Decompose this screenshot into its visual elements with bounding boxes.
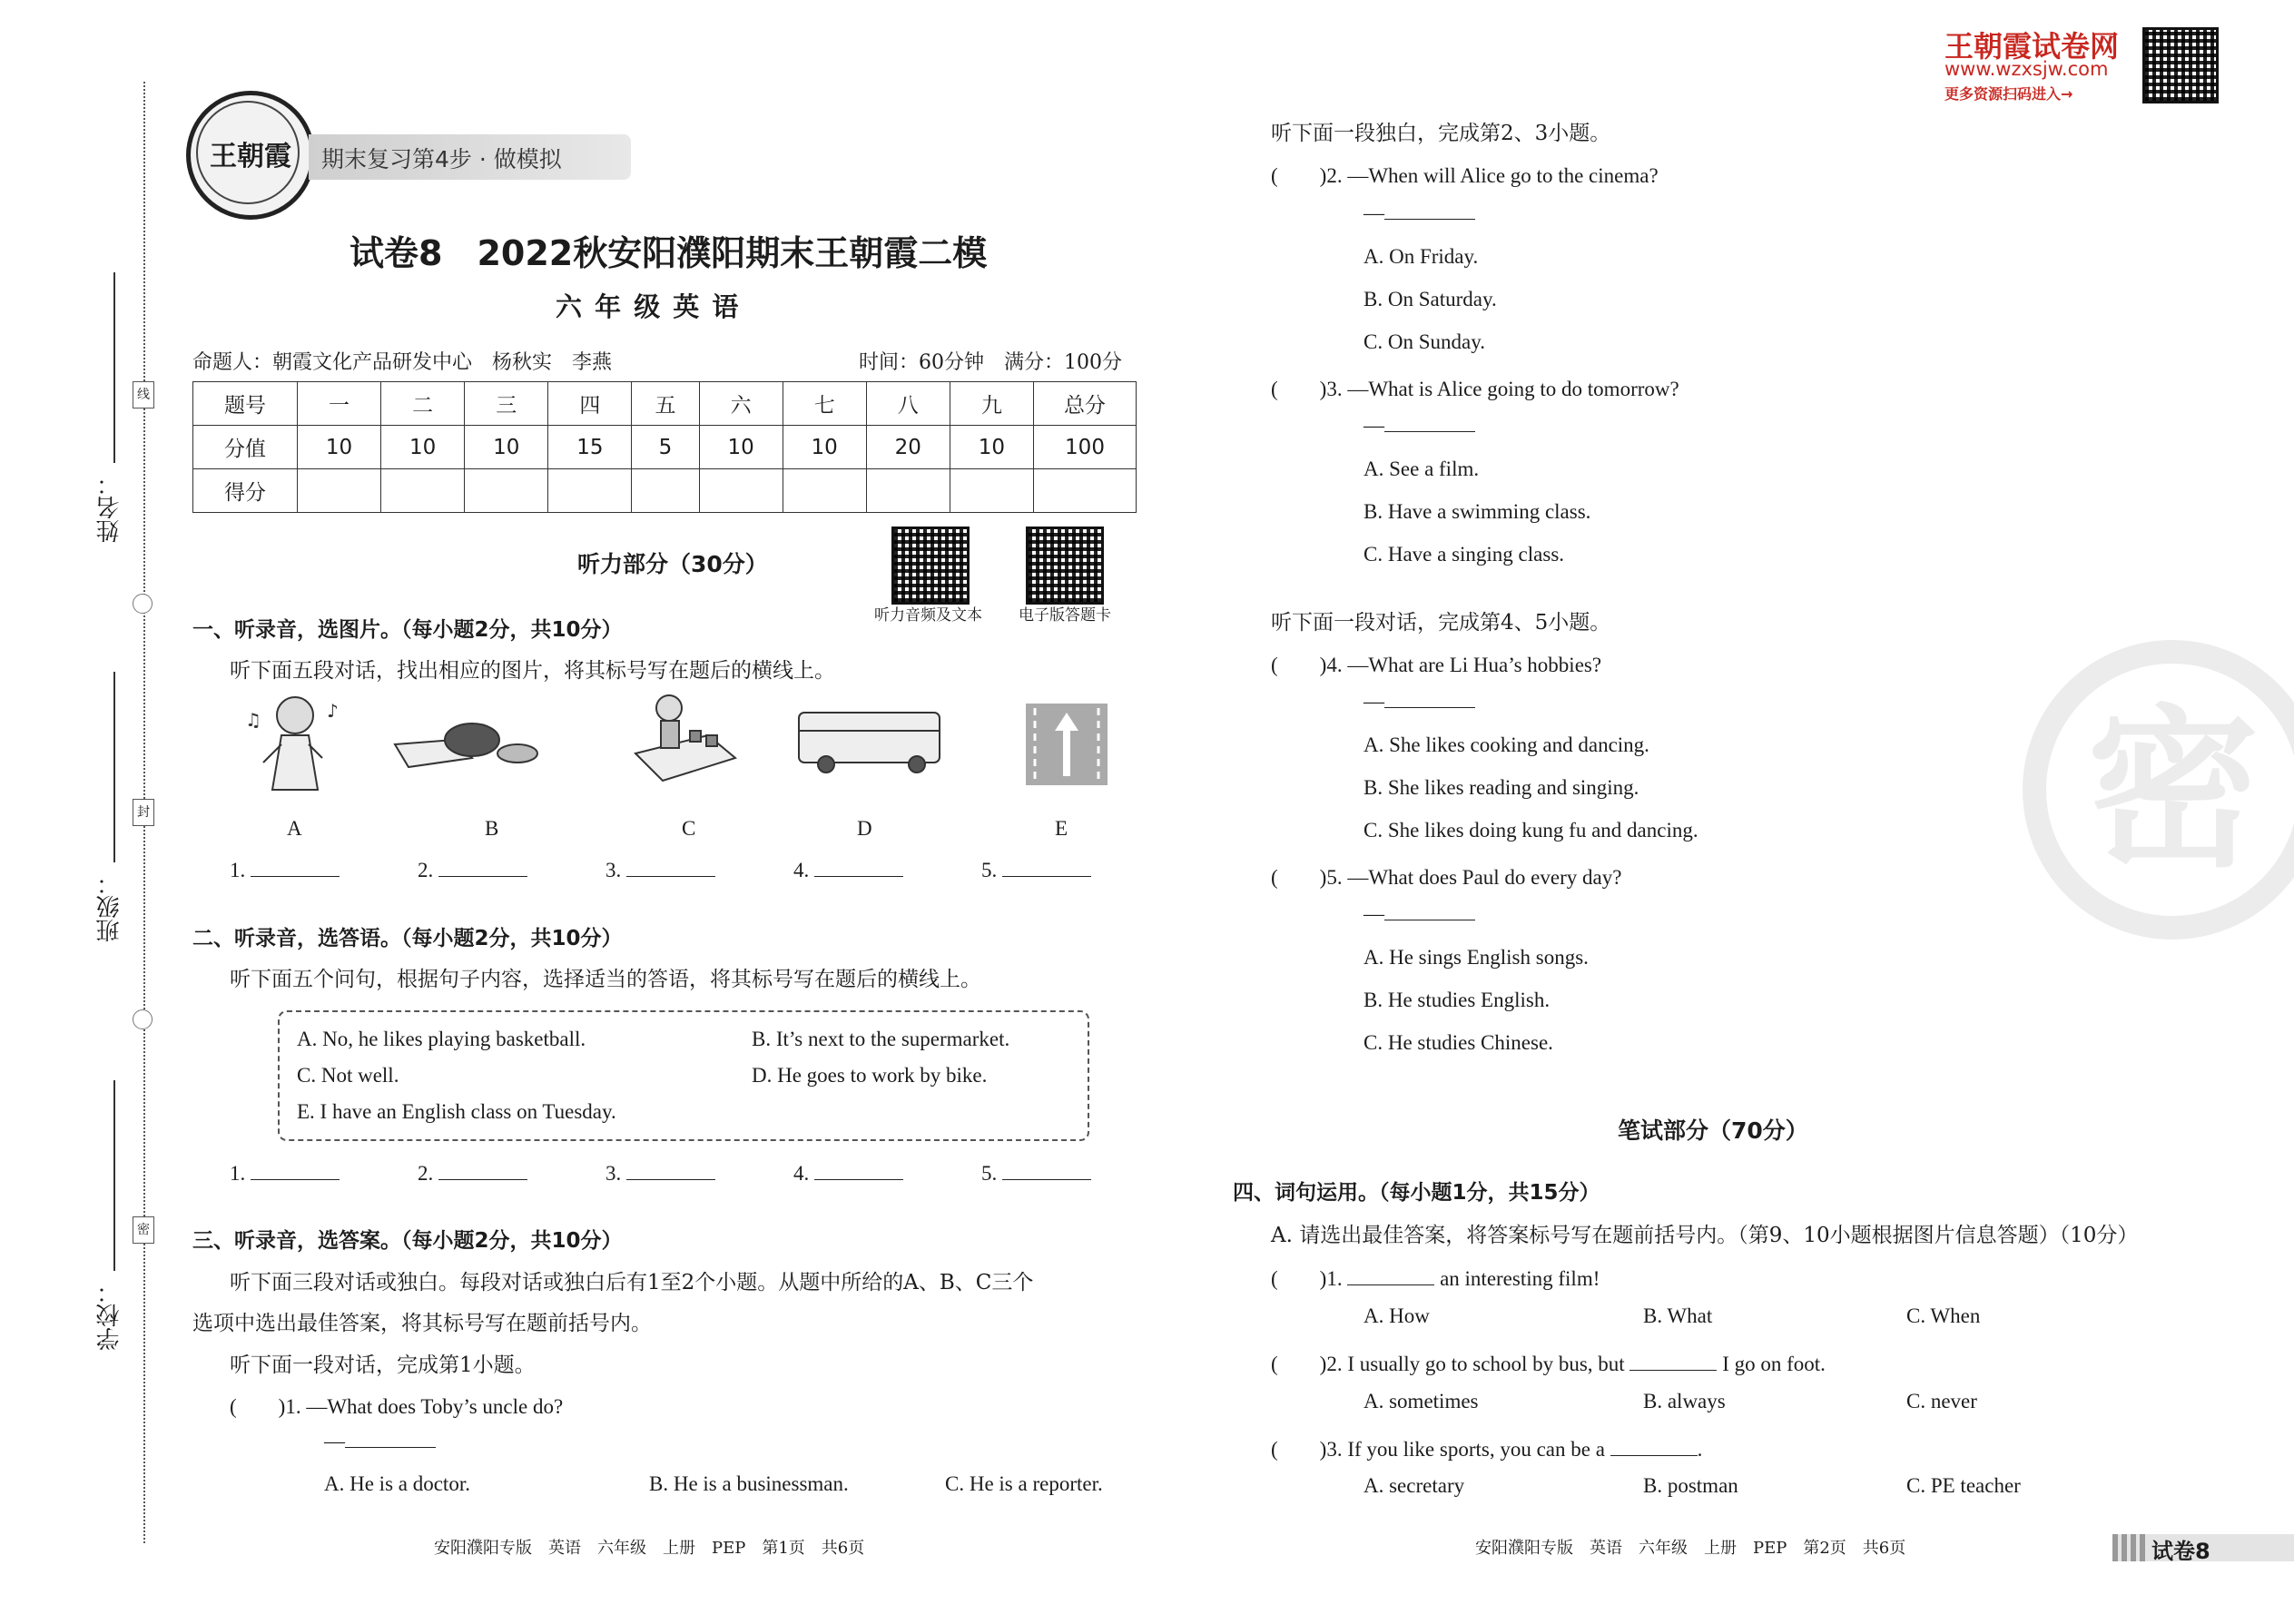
option-item: D. He goes to work by bike. bbox=[752, 1064, 988, 1087]
answer-blank[interactable]: 4. bbox=[793, 1162, 903, 1186]
section-1-instruction: 听下面五段对话，找出相应的图片，将其标号写在题后的横线上。 bbox=[230, 659, 835, 683]
score-input-cell[interactable] bbox=[783, 469, 866, 513]
score-input-cell[interactable] bbox=[699, 469, 783, 513]
picture-e-arrow-sign-icon bbox=[1026, 704, 1108, 785]
table-cell: 10 bbox=[699, 426, 783, 469]
section-4-part-a: A. 请选出最佳答案，将答案标号写在题前括号内。（第9、10小题根据图片信息答题）（10分） bbox=[1271, 1224, 2139, 1247]
picture-d-bus-icon bbox=[799, 713, 940, 773]
table-cell: 七 bbox=[783, 382, 866, 426]
class-label: 班级： bbox=[96, 871, 123, 942]
option-item: B. It’s next to the supermarket. bbox=[752, 1028, 1010, 1050]
option-item: B. always bbox=[1643, 1390, 1726, 1412]
option-item: A. She likes cooking and dancing. bbox=[1364, 733, 1649, 756]
table-cell: 九 bbox=[950, 382, 1033, 426]
table-cell: 八 bbox=[866, 382, 950, 426]
question-2[interactable]: ( )2. —When will Alice go to the cinema? bbox=[1271, 164, 1659, 187]
option-item: C. Not well. bbox=[297, 1064, 399, 1087]
page-subtitle: 六 年 级 英 语 bbox=[556, 291, 741, 322]
picture-label: A bbox=[287, 817, 302, 840]
option-item: C. She likes doing kung fu and dancing. bbox=[1364, 819, 1698, 842]
answer-blank[interactable]: 2. bbox=[418, 1162, 527, 1186]
score-input-cell[interactable] bbox=[632, 469, 699, 513]
table-cell: 二 bbox=[381, 382, 465, 426]
qr-code-site[interactable] bbox=[2142, 27, 2219, 103]
question-3[interactable]: ( )3. —What is Alice going to do tomorrow? bbox=[1271, 378, 1679, 400]
table-cell: 5 bbox=[632, 426, 699, 469]
section-4-title: 四、词句运用。（每小题1分，共15分） bbox=[1233, 1181, 1600, 1205]
site-url[interactable]: www.wzxsjw.com bbox=[1944, 58, 2109, 80]
table-cell: 总分 bbox=[1034, 382, 1137, 426]
answer-line[interactable]: — bbox=[1364, 202, 1475, 225]
option-item: E. I have an English class on Tuesday. bbox=[297, 1100, 616, 1123]
picture-b-dog-icon bbox=[395, 723, 537, 767]
score-table bbox=[192, 381, 1137, 513]
listening-title: 听力部分（30分） bbox=[577, 551, 768, 577]
site-name: 王朝霞试卷网 bbox=[1944, 29, 2120, 64]
option-item: C. Have a singing class. bbox=[1364, 543, 1565, 566]
watermark-seal: 密 bbox=[2023, 640, 2294, 940]
question-4-2[interactable]: ( )2. I usually go to school by bus, but I go on foot. bbox=[1271, 1353, 1826, 1375]
table-cell: 10 bbox=[950, 426, 1033, 469]
option-item: C. On Sunday. bbox=[1364, 330, 1485, 353]
score-input-cell[interactable] bbox=[866, 469, 950, 513]
score-input-cell[interactable] bbox=[1034, 469, 1137, 513]
table-cell: 题号 bbox=[193, 382, 298, 426]
qr-caption: 电子版答题卡 bbox=[1019, 606, 1111, 625]
table-cell: 20 bbox=[866, 426, 950, 469]
svg-text:♫: ♫ bbox=[245, 709, 261, 731]
binding-mark-mi: 密 bbox=[133, 1216, 154, 1244]
option-item: C. PE teacher bbox=[1906, 1474, 2021, 1497]
qr-code-answer-sheet[interactable] bbox=[1026, 527, 1104, 605]
footer-badge-stripes bbox=[2112, 1534, 2145, 1561]
answer-line[interactable]: — bbox=[324, 1430, 436, 1453]
question-5[interactable]: ( )5. —What does Paul do every day? bbox=[1271, 866, 1622, 889]
score-input-cell[interactable] bbox=[298, 469, 381, 513]
section-1-title: 一、听录音，选图片。（每小题2分，共10分） bbox=[192, 618, 623, 642]
binding-ring bbox=[133, 1009, 153, 1029]
picture-label: E bbox=[1055, 817, 1068, 840]
table-cell: 五 bbox=[632, 382, 699, 426]
option-item: B. He is a businessman. bbox=[649, 1472, 849, 1495]
table-row bbox=[193, 382, 1137, 426]
qr-code-audio[interactable] bbox=[891, 527, 970, 605]
picture-label: B bbox=[485, 817, 499, 840]
answer-blank[interactable]: 5. bbox=[981, 1162, 1091, 1186]
option-item: A. sometimes bbox=[1364, 1390, 1479, 1412]
option-item: C. never bbox=[1906, 1390, 1977, 1412]
option-item: B. He studies English. bbox=[1364, 989, 1551, 1011]
answer-line[interactable]: — bbox=[1364, 414, 1475, 438]
table-cell: 分值 bbox=[193, 426, 298, 469]
picture-label: C bbox=[682, 817, 696, 840]
part-intro: 听下面一段对话，完成第1小题。 bbox=[230, 1353, 536, 1377]
picture-a-girl-singing-icon bbox=[245, 697, 339, 790]
school-line[interactable] bbox=[113, 1080, 115, 1271]
option-item: B. postman bbox=[1643, 1474, 1738, 1497]
question-4[interactable]: ( )4. —What are Li Hua’s hobbies? bbox=[1271, 654, 1602, 676]
option-item: B. She likes reading and singing. bbox=[1364, 776, 1639, 799]
table-cell: 一 bbox=[298, 382, 381, 426]
table-cell: 三 bbox=[465, 382, 548, 426]
answer-blank[interactable]: 1. bbox=[230, 859, 340, 882]
table-cell: 15 bbox=[548, 426, 632, 469]
writing-title: 笔试部分（70分） bbox=[1618, 1117, 1808, 1144]
option-item: A. On Friday. bbox=[1364, 245, 1479, 268]
option-item: A. No, he likes playing basketball. bbox=[297, 1028, 586, 1050]
site-cta: 更多资源扫码进入→ bbox=[1944, 85, 2073, 103]
school-label: 学校： bbox=[96, 1280, 123, 1351]
part-intro: 听下面一段独白，完成第2、3小题。 bbox=[1271, 122, 1611, 145]
answer-blank[interactable]: 4. bbox=[793, 859, 903, 882]
score-input-cell[interactable] bbox=[465, 469, 548, 513]
table-row bbox=[193, 426, 1137, 469]
option-item: C. When bbox=[1906, 1304, 1981, 1327]
binding-ring bbox=[133, 594, 153, 614]
footer-left: 安阳濮阳专版 英语 六年级 上册 PEP 第1页 共6页 bbox=[434, 1539, 865, 1558]
answer-blank[interactable]: 3. bbox=[605, 859, 715, 882]
answer-blank[interactable]: 1. bbox=[230, 1162, 340, 1186]
table-cell: 100 bbox=[1034, 426, 1137, 469]
score-input-cell[interactable] bbox=[381, 469, 465, 513]
svg-text:♪: ♪ bbox=[327, 700, 339, 722]
qr-caption: 听力音频及文本 bbox=[874, 606, 982, 625]
option-item: A. See a film. bbox=[1364, 458, 1480, 480]
section-1-pictures bbox=[227, 690, 1135, 799]
option-item: B. Have a swimming class. bbox=[1364, 500, 1591, 523]
answer-blank[interactable]: 2. bbox=[418, 859, 527, 882]
option-item: C. He studies Chinese. bbox=[1364, 1031, 1553, 1054]
table-cell: 六 bbox=[699, 382, 783, 426]
answer-blank[interactable]: 5. bbox=[981, 859, 1091, 882]
footer-badge: 试卷8 bbox=[2151, 1539, 2210, 1564]
brand-logo: 王朝霞 bbox=[186, 91, 315, 220]
time-score: 时间：60分钟 满分：100分 bbox=[859, 351, 1122, 374]
option-item: A. How bbox=[1364, 1304, 1430, 1327]
question-1[interactable]: ( )1. —What does Toby’s uncle do? bbox=[230, 1395, 564, 1418]
picture-c-boy-blocks-icon bbox=[635, 695, 735, 781]
table-cell: 四 bbox=[548, 382, 632, 426]
option-item: A. secretary bbox=[1364, 1474, 1465, 1497]
option-item: B. On Saturday. bbox=[1364, 288, 1497, 310]
footer-right: 安阳濮阳专版 英语 六年级 上册 PEP 第2页 共6页 bbox=[1475, 1539, 1906, 1558]
table-cell: 10 bbox=[298, 426, 381, 469]
binding-mark-xian: 线 bbox=[133, 381, 154, 408]
table-cell: 10 bbox=[783, 426, 866, 469]
name-label: 姓名： bbox=[96, 472, 123, 543]
answer-line[interactable]: — bbox=[1364, 902, 1475, 926]
question-4-1[interactable]: ( )1. an interesting film! bbox=[1271, 1267, 1600, 1290]
question-4-3[interactable]: ( )3. If you like sports, you can be a . bbox=[1271, 1438, 1703, 1461]
option-item: C. He is a reporter. bbox=[945, 1472, 1103, 1495]
section-3-title: 三、听录音，选答案。（每小题2分，共10分） bbox=[192, 1229, 623, 1253]
score-input-cell[interactable] bbox=[950, 469, 1033, 513]
name-line[interactable] bbox=[113, 272, 115, 463]
page-title: 试卷8 2022秋安阳濮阳期末王朝霞二模 bbox=[350, 233, 988, 273]
table-row bbox=[193, 469, 1137, 513]
answer-line[interactable]: — bbox=[1364, 690, 1475, 714]
option-item: A. He sings English songs. bbox=[1364, 946, 1589, 969]
part-intro: 听下面一段对话，完成第4、5小题。 bbox=[1271, 611, 1611, 635]
option-item: B. What bbox=[1643, 1304, 1713, 1327]
section-2-title: 二、听录音，选答语。（每小题2分，共10分） bbox=[192, 927, 623, 950]
section-2-instruction: 听下面五个问句，根据句子内容，选择适当的答语，将其标号写在题后的横线上。 bbox=[230, 968, 981, 991]
table-cell: 得分 bbox=[193, 469, 298, 513]
section-3-instruction: 听下面三段对话或独白。每段对话或独白后有1至2个小题。从题中所给的A、B、C三个 bbox=[230, 1271, 1034, 1294]
section-3-instruction: 选项中选出最佳答案，将其标号写在题前括号内。 bbox=[192, 1312, 652, 1335]
table-cell: 10 bbox=[465, 426, 548, 469]
step-banner: 期末复习第4步 · 做模拟 bbox=[309, 134, 631, 180]
picture-label: D bbox=[857, 817, 872, 840]
table-cell: 10 bbox=[381, 426, 465, 469]
authors: 命题人：朝霞文化产品研发中心 杨秋实 李燕 bbox=[192, 351, 613, 374]
binding-mark-feng: 封 bbox=[133, 799, 154, 826]
class-line[interactable] bbox=[113, 672, 115, 862]
answer-blank[interactable]: 3. bbox=[605, 1162, 715, 1186]
score-input-cell[interactable] bbox=[548, 469, 632, 513]
option-item: A. He is a doctor. bbox=[324, 1472, 470, 1495]
